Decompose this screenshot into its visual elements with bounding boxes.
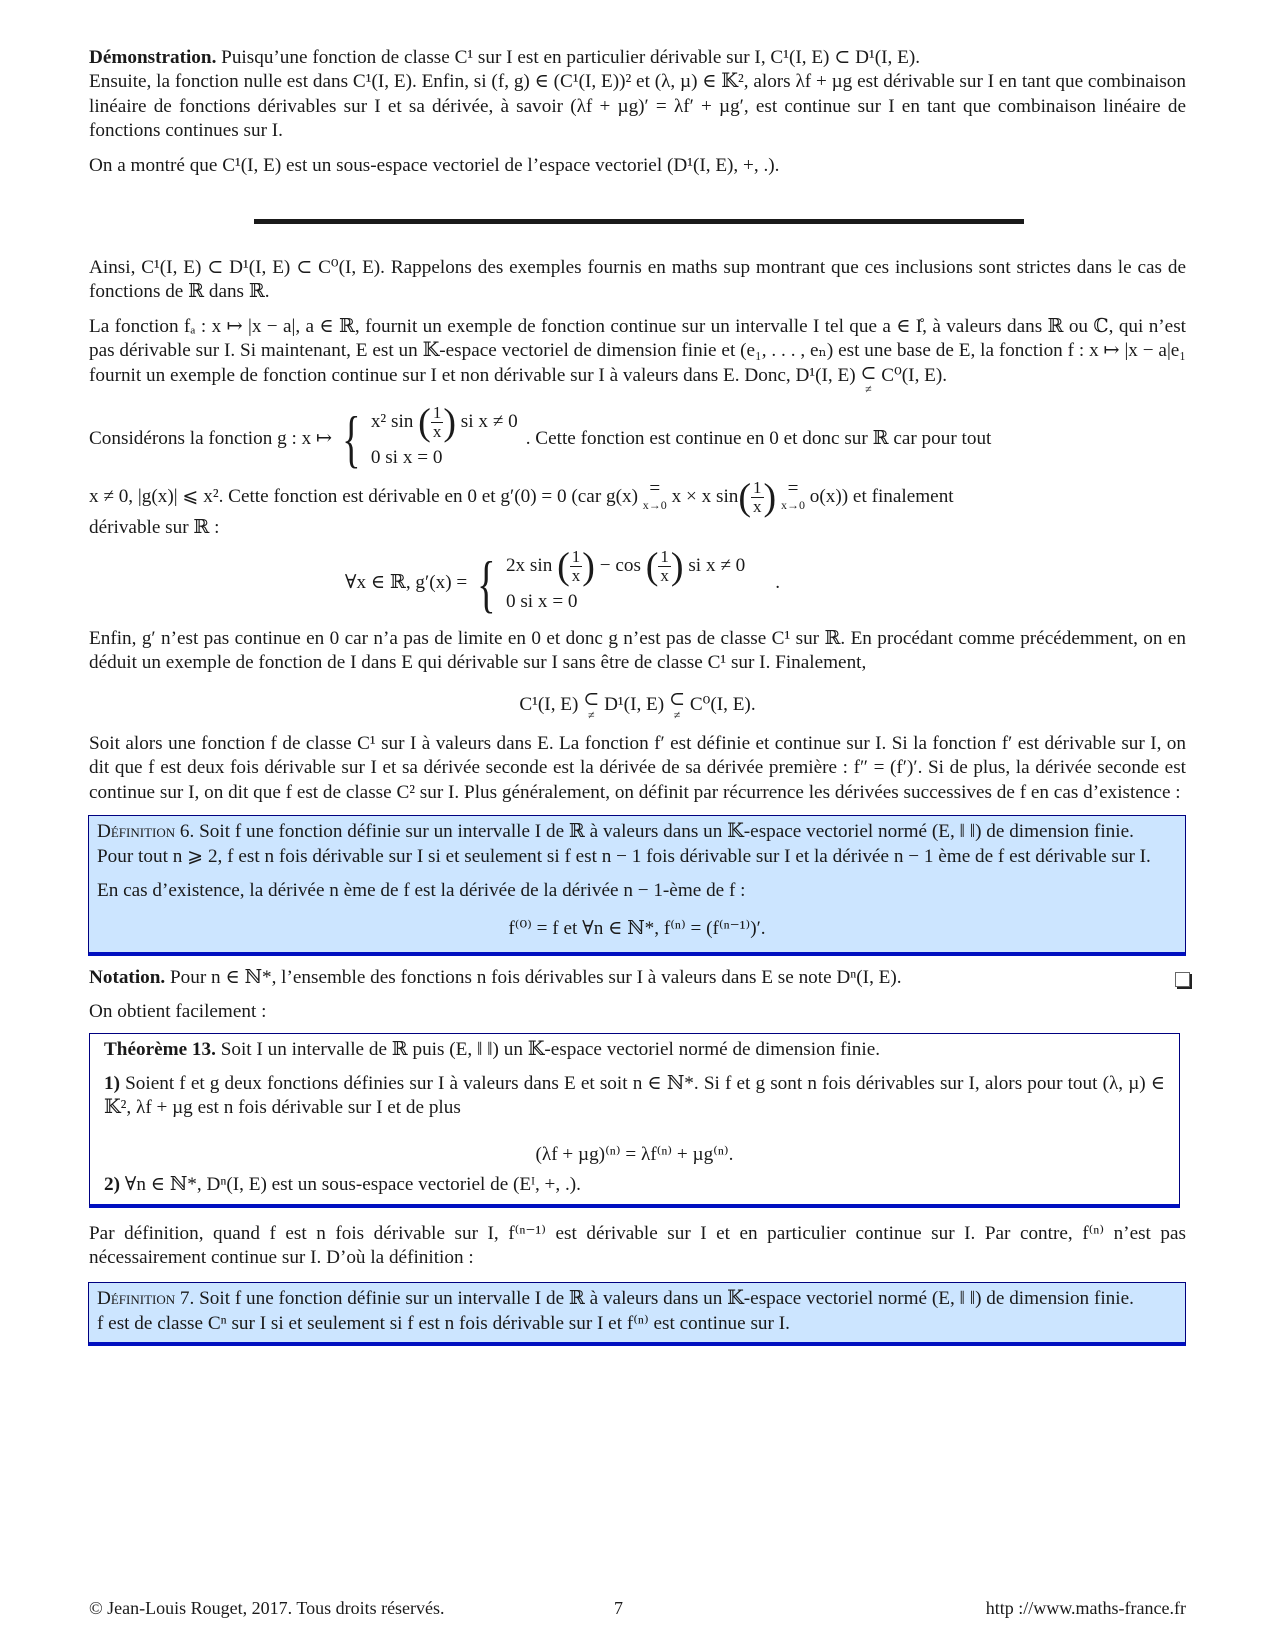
theorem-13-label: Théorème 13. xyxy=(104,1038,216,1060)
theorem-13-box: Théorème 13. Soit I un intervalle de ℝ puis (E, ‖ ‖) un 𝕂-espace vectoriel normé de dimension finie. 1) Soient f et g deux fonctions définies sur I à valeurs dans E et soit n ∈ ℕ*. Si f et g sont n fois dérivables sur I, alors pour tout (λ, µ) ∈ 𝕂², λf + µg est n fois dérivable sur I et de plus (λf + µg)⁽ⁿ⁾ = λf⁽ⁿ⁾ + µg⁽ⁿ⁾. 2) ∀n ∈ ℕ*, Dⁿ(I, E) est un sous-espace vectoriel de (Eᴵ, +, .). xyxy=(89,1033,1180,1208)
fa-example-paragraph: La fonction fₐ : x ↦ |x − a|, a ∈ ℝ, fournit un exemple de fonction continue sur un intervalle I tel que a ∈ I̊, à valeurs dans ℝ ou ℂ, qui n’est pas dérivable sur I. Si maintenant, E est un 𝕂-espace vectoriel de dimension finie et (e₁, . . . , eₙ) est une base de E, la fonction f : x ↦ |x − a|e₁ fournit un exemple de fonction continue sur I et non dérivable sur I à valeurs dans E. Donc, D¹(I, E) ⊂ ≠ C⁰(I, E). xyxy=(89,315,1186,396)
g-derivable-line: dérivable sur ℝ : xyxy=(89,516,220,538)
demonstration-line1: Démonstration. Puisqu’une fonction de classe C¹ sur I est en particulier dérivable sur I, C¹(I, E) ⊂ D¹(I, E). xyxy=(89,47,921,68)
definition-6-label: Définition 6. xyxy=(97,821,195,843)
g-cases: x² sin ( $\frac{1}{x}$ ) si x ≠ 0 0 si x = 0 xyxy=(370,401,518,468)
notation-line: Notation. Pour n ∈ ℕ*, l’ensemble des fonctions n fois dérivables sur I à valeurs dans E se note Dⁿ(I, E). xyxy=(89,966,1186,990)
page-content xyxy=(89,46,1186,1346)
qed-square-icon xyxy=(1175,972,1190,987)
ainsi-paragraph: Ainsi, C¹(I, E) ⊂ D¹(I, E) ⊂ C⁰(I, E). Rappelons des exemples fournis en maths sup montrant que ces inclusions sont strictes dans le cas de fonctions de ℝ dans ℝ. xyxy=(89,257,1186,303)
inclusion-chain: C¹(I, E) ⊂ ≠ D¹(I, E) ⊂ ≠ C⁰(I, E). xyxy=(519,688,756,722)
on-obtient-line: On obtient facilement : xyxy=(89,1001,267,1023)
strict-inclusion-symbol: ⊂ ≠ xyxy=(860,362,877,396)
demonstration-label: Démonstration. xyxy=(89,47,217,68)
footer-copyright: © Jean-Louis Rouget, 2017. Tous droits réservés. xyxy=(89,1598,445,1618)
definition-7-label: Définition 7. xyxy=(97,1288,195,1310)
demonstration-conclusion: On a montré que C¹(I, E) est un sous-espace vectoriel de l’espace vectoriel (D¹(I, E), +, .). xyxy=(89,154,780,176)
spacer xyxy=(89,178,1186,256)
page-footer xyxy=(89,1596,1186,1622)
footer-page-number: 7 xyxy=(614,1598,623,1618)
derivative-recurrence-formula: f⁽⁰⁾ = f et ∀n ∈ ℕ*, f⁽ⁿ⁾ = (f⁽ⁿ⁻¹⁾)′. xyxy=(508,918,766,940)
footer-url[interactable]: http ://www.maths-france.fr xyxy=(985,1598,1186,1618)
g-definition: Considérons la fonction g : x ↦ { x² sin ( $\frac{1}{x}$ ) si x ≠ 0 0 si x = 0 . Cette fonction est continue en 0 et donc sur ℝ car pour tout xyxy=(89,401,992,475)
enfin-paragraph: Enfin, g′ n’est pas continue en 0 car n’a pas de limite en 0 et donc g n’est pas de classe C¹ sur ℝ. En procédant comme précédemment, on en déduit un exemple de fonction de I dans E qui dérivable sur I sans être de classe C¹ sur I. Finalement, xyxy=(89,628,1186,674)
par-definition-paragraph: Par définition, quand f est n fois dérivable sur I, f⁽ⁿ⁻¹⁾ est dérivable sur I et en particulier continue sur I. Par contre, f⁽ⁿ⁾ n’est pas nécessairement continue sur I. D’où la définition : xyxy=(89,1222,1186,1268)
horizontal-rule xyxy=(254,219,1024,224)
soit-alors-paragraph: Soit alors une fonction f de classe C¹ sur I à valeurs dans E. La fonction f′ est définie et continue sur I. Si la fonction f′ est dérivable sur I, on dit que f est deux fois dérivable sur I et sa dérivée seconde est la dérivée de sa dérivée première : f″ = (f′)′. Si de plus, la dérivée seconde est continue sur I, on dit que f est de classe C² sur I. Plus généralement, on définit par récurrence les dérivées successives de f en cas d’existence : xyxy=(89,732,1186,803)
definition-7-box: Définition 7. Soit f une fonction définie sur un intervalle I de ℝ à valeurs dans un 𝕂-espace vectoriel normé (E, ‖ ‖) de dimension finie. f est de classe Cⁿ sur I si et seulement si f est n fois dérivable sur I et f⁽ⁿ⁾ est continue sur I. xyxy=(88,1282,1186,1346)
g-continuity-line: x ≠ 0, |g(x)| ⩽ x². Cette fonction est dérivable en 0 et g′(0) = 0 (car g(x) = x→0 x × x sin( $\frac{1}{x}$ ) = x→0 o(x)) et finalement xyxy=(89,475,954,518)
left-brace: { xyxy=(342,403,361,475)
demonstration-paragraph: Ensuite, la fonction nulle est dans C¹(I, E). Enfin, si (f, g) ∈ (C¹(I, E))² et (λ, µ) ∈ 𝕂², alors λf + µg est dérivable sur I en tant que combinaison linéaire de fonctions dérivables sur I et sa dérivée, à savoir (λf + µg)′ = λf′ + µg′, est continue sur I en tant que combinaison linéaire de fonctions continues sur I. xyxy=(89,71,1186,142)
gprime-formula: ∀x ∈ ℝ, g′(x) = { 2x sin ( $\frac{1}{x}$ ) − cos ( $\frac{1}{x}$ ) si x ≠ 0 0 si x = 0 . xyxy=(344,545,781,619)
linearity-formula: (λf + µg)⁽ⁿ⁾ = λf⁽ⁿ⁾ + µg⁽ⁿ⁾. xyxy=(535,1143,734,1165)
definition-6-box: Définition 6. Soit f une fonction définie sur un intervalle I de ℝ à valeurs dans un 𝕂-espace vectoriel normé (E, ‖ ‖) de dimension finie. Pour tout n ⩾ 2, f est n fois dérivable sur I si et seulement si f est n − 1 fois dérivable sur I et la dérivée n − 1 ème de f est dérivable sur I. En cas d’existence, la dérivée n ème de f est la dérivée de la dérivée n − 1-ème de f : f⁽⁰⁾ = f et ∀n ∈ ℕ*, f⁽ⁿ⁾ = (f⁽ⁿ⁻¹⁾)′. xyxy=(88,815,1186,956)
